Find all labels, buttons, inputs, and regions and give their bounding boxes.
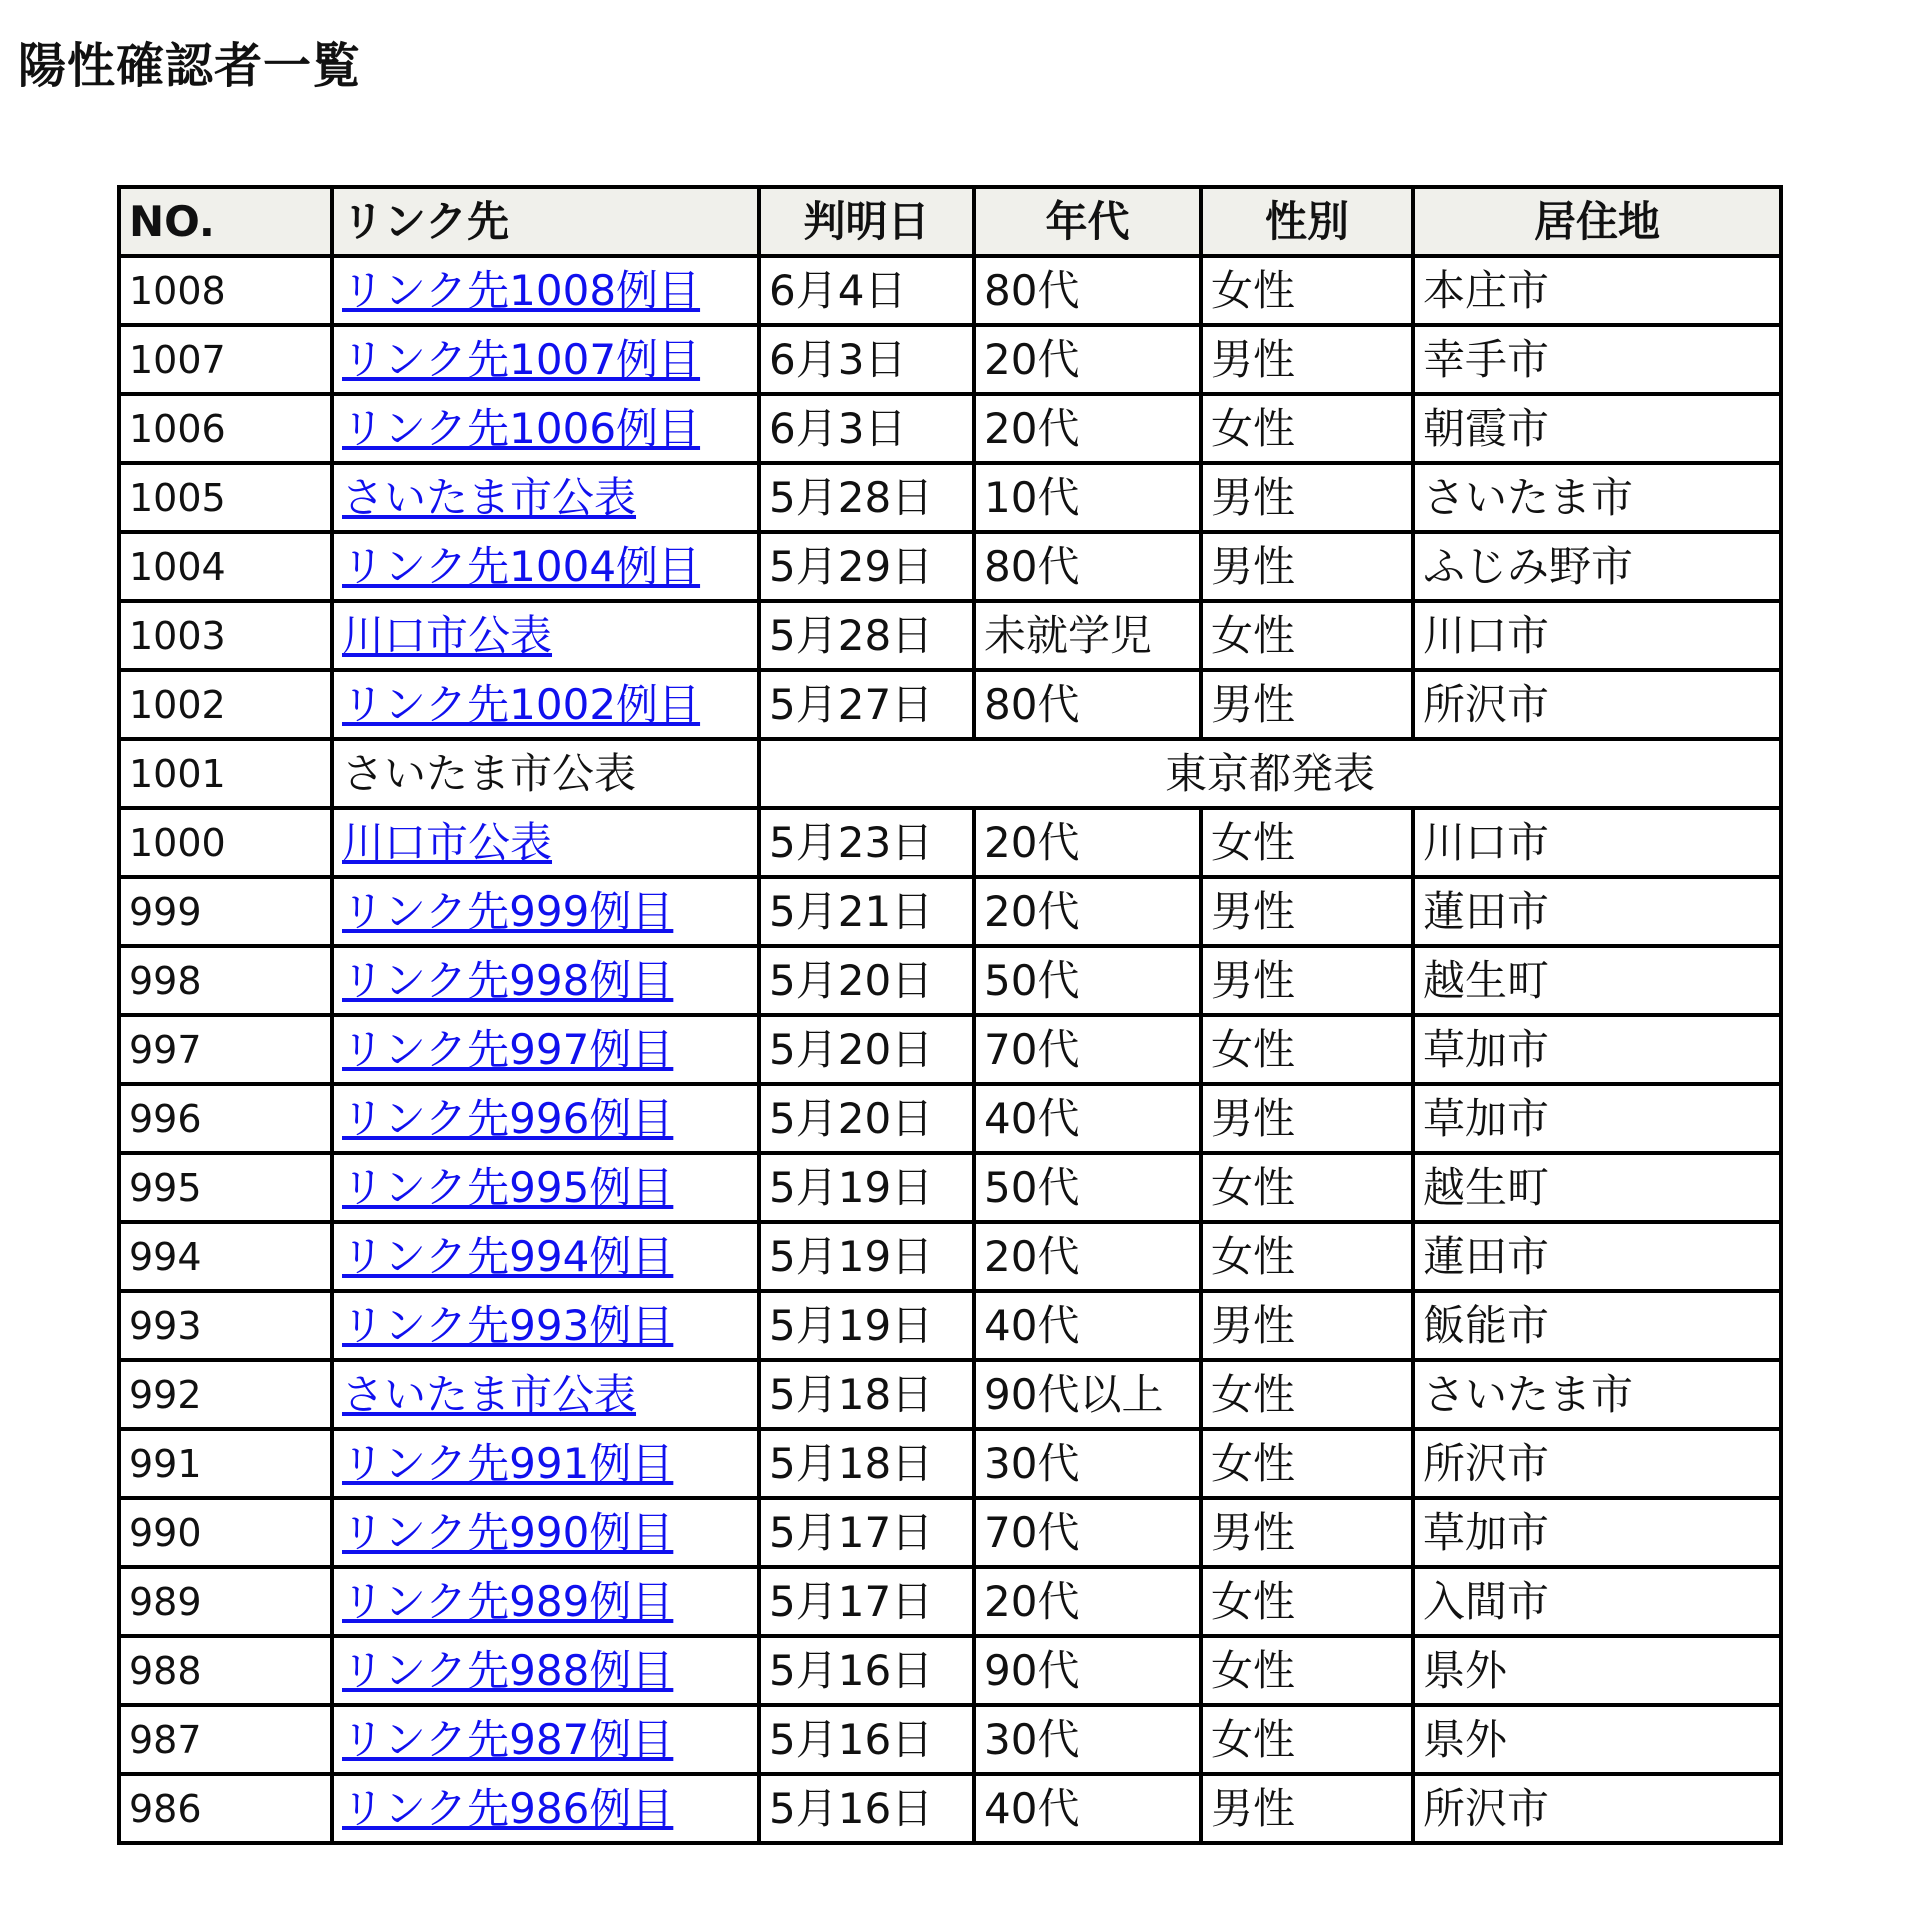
- source-link-cell: [332, 1705, 759, 1774]
- header-no: NO.: [119, 187, 332, 256]
- source-link[interactable]: リンク先995例目: [342, 1162, 674, 1212]
- case-number-cell: 1002: [119, 670, 332, 739]
- date-cell: 5月17日: [759, 1567, 974, 1636]
- age-cell: 40代: [974, 1774, 1201, 1843]
- source-link[interactable]: さいたま市公表: [342, 472, 637, 522]
- date-cell: 5月27日: [759, 670, 974, 739]
- source-link-cell: [332, 1291, 759, 1360]
- source-link[interactable]: リンク先990例目: [342, 1507, 674, 1557]
- table-row: [119, 808, 1781, 877]
- residence-cell: 所沢市: [1413, 1774, 1781, 1843]
- source-link-cell: [332, 256, 759, 325]
- residence-cell: 入間市: [1413, 1567, 1781, 1636]
- sex-cell: 男性: [1201, 1774, 1413, 1843]
- age-cell: 30代: [974, 1705, 1201, 1774]
- date-cell: 5月16日: [759, 1636, 974, 1705]
- source-link-cell: [332, 1567, 759, 1636]
- source-link-cell: [332, 1636, 759, 1705]
- sex-cell: 男性: [1201, 1291, 1413, 1360]
- source-link-cell: [332, 946, 759, 1015]
- table-row: [119, 739, 1781, 808]
- case-number-cell: 994: [119, 1222, 332, 1291]
- date-cell: 5月20日: [759, 1015, 974, 1084]
- residence-cell: 県外: [1413, 1705, 1781, 1774]
- residence-cell: 所沢市: [1413, 670, 1781, 739]
- source-link[interactable]: リンク先1004例目: [342, 541, 701, 591]
- table-row: [119, 601, 1781, 670]
- table-row: [119, 1429, 1781, 1498]
- age-cell: 20代: [974, 1222, 1201, 1291]
- table-row: [119, 1360, 1781, 1429]
- case-number-cell: 991: [119, 1429, 332, 1498]
- sex-cell: 男性: [1201, 1084, 1413, 1153]
- source-link-cell: [332, 1153, 759, 1222]
- age-cell: 90代以上: [974, 1360, 1201, 1429]
- residence-cell: 蓮田市: [1413, 877, 1781, 946]
- age-cell: 20代: [974, 808, 1201, 877]
- table-row: [119, 670, 1781, 739]
- case-number-cell: 987: [119, 1705, 332, 1774]
- source-link[interactable]: リンク先996例目: [342, 1093, 674, 1143]
- table-row: [119, 1291, 1781, 1360]
- sex-cell: 男性: [1201, 1498, 1413, 1567]
- case-number-cell: 997: [119, 1015, 332, 1084]
- residence-cell: 県外: [1413, 1636, 1781, 1705]
- date-cell: 5月20日: [759, 946, 974, 1015]
- sex-cell: 男性: [1201, 946, 1413, 1015]
- source-text-cell: さいたま市公表: [332, 739, 759, 808]
- source-link[interactable]: リンク先997例目: [342, 1024, 674, 1074]
- residence-cell: 越生町: [1413, 946, 1781, 1015]
- age-cell: 70代: [974, 1498, 1201, 1567]
- case-number-cell: 993: [119, 1291, 332, 1360]
- source-link-cell: [332, 808, 759, 877]
- header-link: リンク先: [332, 187, 759, 256]
- date-cell: 5月23日: [759, 808, 974, 877]
- table-row: [119, 1153, 1781, 1222]
- age-cell: 30代: [974, 1429, 1201, 1498]
- sex-cell: 女性: [1201, 1360, 1413, 1429]
- source-link-cell: [332, 601, 759, 670]
- date-cell: 5月18日: [759, 1360, 974, 1429]
- source-link[interactable]: リンク先998例目: [342, 955, 674, 1005]
- table-header: [119, 187, 1781, 256]
- source-link-cell: [332, 1360, 759, 1429]
- case-number-cell: 1006: [119, 394, 332, 463]
- date-cell: 6月3日: [759, 394, 974, 463]
- sex-cell: 女性: [1201, 1636, 1413, 1705]
- sex-cell: 女性: [1201, 1705, 1413, 1774]
- case-number-cell: 986: [119, 1774, 332, 1843]
- sex-cell: 女性: [1201, 1222, 1413, 1291]
- table-body: [119, 256, 1781, 1843]
- age-cell: 20代: [974, 325, 1201, 394]
- case-number-cell: 1004: [119, 532, 332, 601]
- case-number-cell: 1003: [119, 601, 332, 670]
- table-row: [119, 1084, 1781, 1153]
- source-link-cell: [332, 1498, 759, 1567]
- date-cell: 5月21日: [759, 877, 974, 946]
- residence-cell: 川口市: [1413, 601, 1781, 670]
- age-cell: 10代: [974, 463, 1201, 532]
- sex-cell: 女性: [1201, 1015, 1413, 1084]
- age-cell: 20代: [974, 877, 1201, 946]
- residence-cell: 草加市: [1413, 1498, 1781, 1567]
- case-number-cell: 995: [119, 1153, 332, 1222]
- source-link[interactable]: 川口市公表: [342, 610, 553, 660]
- table-row: [119, 1015, 1781, 1084]
- header-row: [119, 187, 1781, 256]
- age-cell: 80代: [974, 670, 1201, 739]
- source-link[interactable]: リンク先1008例目: [342, 265, 701, 315]
- residence-cell: ふじみ野市: [1413, 532, 1781, 601]
- source-link-cell: [332, 463, 759, 532]
- source-link-cell: [332, 1774, 759, 1843]
- sex-cell: 男性: [1201, 532, 1413, 601]
- case-number-cell: 1000: [119, 808, 332, 877]
- residence-cell: さいたま市: [1413, 1360, 1781, 1429]
- source-link[interactable]: リンク先999例目: [342, 886, 674, 936]
- source-link[interactable]: 川口市公表: [342, 817, 553, 867]
- residence-cell: 幸手市: [1413, 325, 1781, 394]
- sex-cell: 男性: [1201, 325, 1413, 394]
- source-link-cell: [332, 394, 759, 463]
- case-number-cell: 1001: [119, 739, 332, 808]
- sex-cell: 女性: [1201, 394, 1413, 463]
- source-link[interactable]: リンク先991例目: [342, 1438, 674, 1488]
- age-cell: 70代: [974, 1015, 1201, 1084]
- date-cell: 5月19日: [759, 1291, 974, 1360]
- source-link[interactable]: リンク先994例目: [342, 1231, 674, 1281]
- case-number-cell: 1007: [119, 325, 332, 394]
- residence-cell: 越生町: [1413, 1153, 1781, 1222]
- date-cell: 5月20日: [759, 1084, 974, 1153]
- age-cell: 40代: [974, 1291, 1201, 1360]
- date-cell: 5月16日: [759, 1705, 974, 1774]
- sex-cell: 女性: [1201, 1153, 1413, 1222]
- cases-table: [117, 185, 1783, 1845]
- source-link[interactable]: さいたま市公表: [342, 1369, 637, 1419]
- residence-cell: 川口市: [1413, 808, 1781, 877]
- sex-cell: 女性: [1201, 256, 1413, 325]
- age-cell: 20代: [974, 394, 1201, 463]
- source-link[interactable]: リンク先993例目: [342, 1300, 674, 1350]
- case-number-cell: 1008: [119, 256, 332, 325]
- header-residence: 居住地: [1413, 187, 1781, 256]
- case-number-cell: 998: [119, 946, 332, 1015]
- header-date: 判明日: [759, 187, 974, 256]
- residence-cell: 蓮田市: [1413, 1222, 1781, 1291]
- sex-cell: 女性: [1201, 1429, 1413, 1498]
- date-cell: 5月28日: [759, 463, 974, 532]
- table-row: [119, 325, 1781, 394]
- table-row: [119, 394, 1781, 463]
- table-row: [119, 532, 1781, 601]
- sex-cell: 男性: [1201, 877, 1413, 946]
- source-link[interactable]: リンク先986例目: [342, 1783, 674, 1833]
- residence-cell: 本庄市: [1413, 256, 1781, 325]
- case-number-cell: 992: [119, 1360, 332, 1429]
- residence-cell: 朝霞市: [1413, 394, 1781, 463]
- source-link[interactable]: リンク先1002例目: [342, 679, 701, 729]
- source-link[interactable]: リンク先1006例目: [342, 403, 701, 453]
- date-cell: 5月19日: [759, 1153, 974, 1222]
- table-row: [119, 1774, 1781, 1843]
- date-cell: 5月16日: [759, 1774, 974, 1843]
- table-row: [119, 946, 1781, 1015]
- source-link[interactable]: リンク先988例目: [342, 1645, 674, 1695]
- sex-cell: 女性: [1201, 1567, 1413, 1636]
- source-link-cell: [332, 1084, 759, 1153]
- sex-cell: 女性: [1201, 808, 1413, 877]
- source-link-cell: [332, 1222, 759, 1291]
- source-link-cell: [332, 1429, 759, 1498]
- table-row: [119, 1705, 1781, 1774]
- age-cell: 90代: [974, 1636, 1201, 1705]
- table-row: [119, 1567, 1781, 1636]
- source-link[interactable]: リンク先989例目: [342, 1576, 674, 1626]
- case-number-cell: 989: [119, 1567, 332, 1636]
- header-age: 年代: [974, 187, 1201, 256]
- source-link-cell: [332, 1015, 759, 1084]
- announcement-note-cell: 東京都発表: [759, 739, 1781, 808]
- table-row: [119, 877, 1781, 946]
- age-cell: 80代: [974, 256, 1201, 325]
- age-cell: 40代: [974, 1084, 1201, 1153]
- table-row: [119, 1222, 1781, 1291]
- source-link-cell: [332, 532, 759, 601]
- residence-cell: 飯能市: [1413, 1291, 1781, 1360]
- source-link[interactable]: リンク先1007例目: [342, 334, 701, 384]
- age-cell: 50代: [974, 946, 1201, 1015]
- residence-cell: さいたま市: [1413, 463, 1781, 532]
- source-link-cell: [332, 670, 759, 739]
- date-cell: 5月28日: [759, 601, 974, 670]
- age-cell: 50代: [974, 1153, 1201, 1222]
- source-link-cell: [332, 325, 759, 394]
- case-number-cell: 999: [119, 877, 332, 946]
- date-cell: 5月17日: [759, 1498, 974, 1567]
- table-row: [119, 1636, 1781, 1705]
- sex-cell: 女性: [1201, 601, 1413, 670]
- case-number-cell: 1005: [119, 463, 332, 532]
- age-cell: 未就学児: [974, 601, 1201, 670]
- page-title: 陽性確認者一覧: [18, 38, 362, 94]
- case-number-cell: 990: [119, 1498, 332, 1567]
- date-cell: 5月29日: [759, 532, 974, 601]
- sex-cell: 男性: [1201, 670, 1413, 739]
- age-cell: 80代: [974, 532, 1201, 601]
- table-row: [119, 256, 1781, 325]
- residence-cell: 草加市: [1413, 1084, 1781, 1153]
- header-sex: 性別: [1201, 187, 1413, 256]
- table-row: [119, 1498, 1781, 1567]
- age-cell: 20代: [974, 1567, 1201, 1636]
- source-link-cell: [332, 877, 759, 946]
- case-number-cell: 988: [119, 1636, 332, 1705]
- date-cell: 5月19日: [759, 1222, 974, 1291]
- date-cell: 6月4日: [759, 256, 974, 325]
- date-cell: 5月18日: [759, 1429, 974, 1498]
- date-cell: 6月3日: [759, 325, 974, 394]
- residence-cell: 草加市: [1413, 1015, 1781, 1084]
- residence-cell: 所沢市: [1413, 1429, 1781, 1498]
- case-number-cell: 996: [119, 1084, 332, 1153]
- sex-cell: 男性: [1201, 463, 1413, 532]
- table-row: [119, 463, 1781, 532]
- source-link[interactable]: リンク先987例目: [342, 1714, 674, 1764]
